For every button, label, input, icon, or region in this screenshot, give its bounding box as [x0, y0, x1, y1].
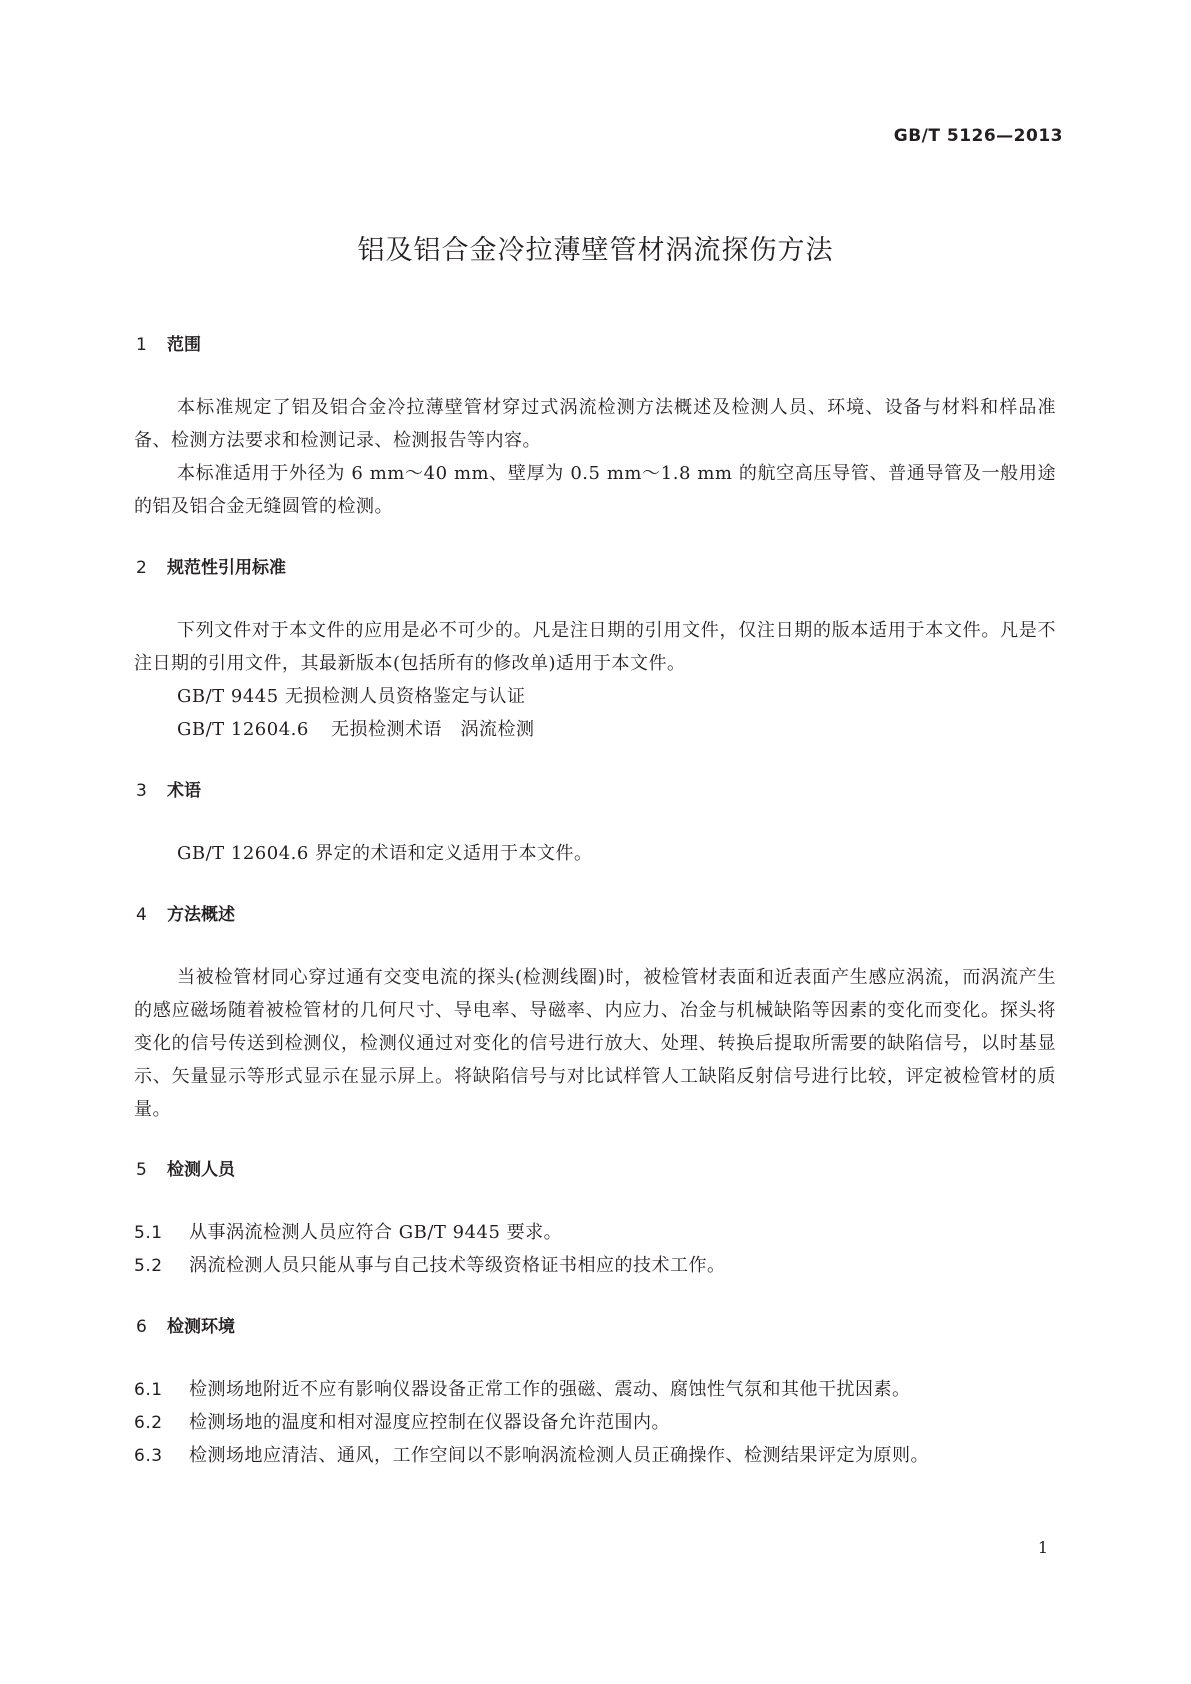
clause-text: 检测场地的温度和相对湿度应控制在仪器设备允许范围内。: [189, 1412, 670, 1433]
section-4-paragraph: 当被检管材同心穿过通有交变电流的探头(检测线圈)时，被检管材表面和近表面产生感应涡流，而涡流产生的感应磁场随着被检管材的几何尺寸、导电率、导磁率、内应力、冶金与机械缺陷等因素的变化而变化。探头将变化的信号传送到检测仪，检测仪通过对变化的信号进行放大、处理、转换后提取所需要的缺陷信号，以时基显示、矢量显示等形式显示在显示屏上。将缺陷信号与对比试样管人工缺陷反射信号进行比较，评定被检管材的质量。: [134, 967, 1056, 1120]
section-number: 4: [136, 905, 147, 925]
page-number: 1: [1037, 1538, 1048, 1557]
reference-title: 无损检测人员资格鉴定与认证: [285, 686, 526, 707]
clause-number: 5.2: [134, 1256, 163, 1276]
section-5-heading: [136, 1155, 235, 1180]
document-title: 铝及铝合金冷拉薄壁管材涡流探伤方法: [357, 235, 834, 266]
section-number: 2: [136, 558, 147, 578]
reference-code: GB/T 9445: [177, 686, 279, 707]
section-6-heading: [136, 1312, 235, 1337]
normative-reference: [177, 713, 535, 746]
section-2-paragraph: 下列文件对于本文件的应用是必不可少的。凡是注日期的引用文件，仅注日期的版本适用于本文件。凡是不注日期的引用文件，其最新版本(包括所有的修改单)适用于本文件。: [134, 620, 1056, 674]
clause-text: 检测场地附近不应有影响仪器设备正常工作的强磁、震动、腐蚀性气氛和其他干扰因素。: [189, 1379, 911, 1400]
clause-number: 5.1: [134, 1223, 163, 1243]
section-title: 范围: [167, 335, 201, 355]
section-title: 术语: [167, 781, 201, 801]
clause-number: 6.3: [134, 1446, 163, 1466]
section-1-heading: [136, 330, 201, 355]
section-title: 规范性引用标准: [167, 558, 286, 578]
clause-text: 涡流检测人员只能从事与自己技术等级资格证书相应的技术工作。: [189, 1255, 726, 1276]
section-number: 6: [136, 1317, 147, 1337]
reference-code: GB/T 12604.6: [177, 719, 309, 740]
clause-number: 6.2: [134, 1413, 163, 1433]
section-number: 5: [136, 1160, 147, 1180]
clause-item: [134, 1216, 562, 1250]
section-3-paragraph: GB/T 12604.6 界定的术语和定义适用于本文件。: [177, 843, 593, 864]
clause-item: [134, 1439, 929, 1473]
clause-number: 6.1: [134, 1380, 163, 1400]
clause-item: [134, 1406, 670, 1440]
section-number: 3: [136, 781, 147, 801]
section-2-heading: [136, 553, 286, 578]
section-title: 检测环境: [167, 1317, 235, 1337]
clause-item: [134, 1249, 726, 1283]
section-title: 检测人员: [167, 1160, 235, 1180]
section-1-paragraph-1: 本标准规定了铝及铝合金冷拉薄壁管材穿过式涡流检测方法概述及检测人员、环境、设备与材料和样品准备、检测方法要求和检测记录、检测报告等内容。: [134, 397, 1056, 451]
reference-title: 无损检测术语 涡流检测: [331, 719, 535, 740]
clause-text: 检测场地应清洁、通风，工作空间以不影响涡流检测人员正确操作、检测结果评定为原则。: [189, 1445, 929, 1466]
section-number: 1: [136, 335, 147, 355]
standard-number: GB/T 5126—2013: [893, 126, 1063, 146]
section-3-heading: [136, 776, 201, 801]
section-4-heading: [136, 900, 235, 925]
clause-item: [134, 1373, 911, 1407]
section-1-paragraph-2: 本标准适用于外径为 6 mm～40 mm、壁厚为 0.5 mm～1.8 mm 的航空高压导管、普通导管及一般用途的铝及铝合金无缝圆管的检测。: [134, 463, 1056, 517]
normative-reference: [177, 680, 526, 713]
clause-text: 从事涡流检测人员应符合 GB/T 9445 要求。: [189, 1222, 563, 1243]
section-title: 方法概述: [167, 905, 235, 925]
